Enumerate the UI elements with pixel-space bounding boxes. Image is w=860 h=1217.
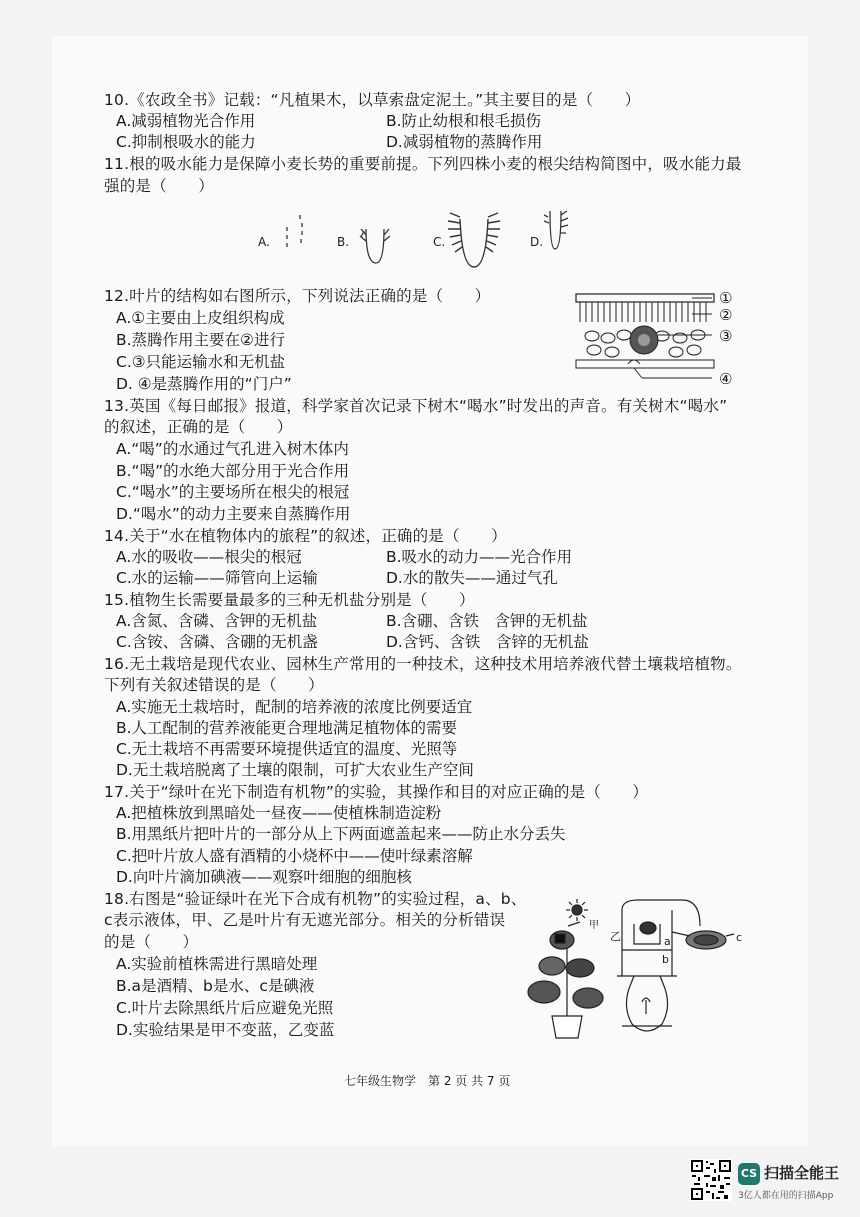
- q16-option-d: D.无土栽培脱离了土壤的限制，可扩大农业生产空间: [116, 761, 474, 779]
- q10-stem: 10.《农政全书》记载：“凡植果木，以草索盘定泥土。”其主要目的是（ ）: [104, 91, 641, 109]
- q13-option-a: A.“喝”的水通过气孔进入树木体内: [116, 440, 349, 458]
- root-tip-c-image: [448, 213, 500, 267]
- root-tip-a-image: [287, 215, 302, 247]
- q12-option-b: B.蒸腾作用主要在②进行: [116, 331, 285, 349]
- q11-label-b: B.: [337, 235, 350, 249]
- q13-stem-line2: 的叙述，正确的是（ ）: [104, 418, 293, 436]
- q14-option-b: B.吸水的动力——光合作用: [386, 548, 573, 566]
- qr-code-image: [690, 1159, 732, 1201]
- experiment-label-b: b: [662, 953, 669, 966]
- q17-option-a: A.把植株放到黑暗处一昼夜——使植株制造淀粉: [116, 804, 442, 822]
- leaf-structure-diagram: [572, 290, 722, 390]
- potted-plant-image: [528, 922, 603, 1038]
- q12-option-a: A.①主要由上皮组织构成: [116, 309, 285, 327]
- q10-option-b: B.防止幼根和根毛损伤: [386, 112, 542, 130]
- q18-stem-line2: c表示液体，甲、乙是叶片有无遮光部分。相关的分析错误: [104, 911, 506, 929]
- q15-stem: 15.植物生长需要量最多的三种无机盐分别是（ ）: [104, 591, 475, 609]
- q18-option-a: A.实验前植株需进行黑暗处理: [116, 955, 318, 973]
- q15-option-b: B.含硼、含铁 含钾的无机盐: [386, 612, 588, 630]
- q16-stem-line2: 下列有关叙述错误的是（ ）: [104, 676, 324, 694]
- q15-option-d: D.含钙、含铁 含锌的无机盐: [386, 633, 589, 651]
- q11-label-d: D.: [530, 235, 544, 249]
- page-footer: 七年级生物学 第 2 页 共 7 页: [344, 1074, 511, 1088]
- q14-option-a: A.水的吸收——根尖的根冠: [116, 548, 302, 566]
- leaf-label-1: ①: [719, 289, 733, 307]
- q18-option-b: B.a是酒精、b是水、c是碘液: [116, 977, 315, 995]
- q13-stem-line1: 13.英国《每日邮报》报道，科学家首次记录下树木“喝水”时发出的声音。有关树木“喝水”: [104, 397, 728, 415]
- q17-option-b: B.用黑纸片把叶片的一部分从上下两面遮盖起来——防止水分丢失: [116, 825, 566, 843]
- q12-option-d: D. ④是蒸腾作用的“门户”: [116, 375, 292, 393]
- q10-option-c: C.抑制根吸水的能力: [116, 133, 256, 151]
- camscanner-logo-icon: CS: [738, 1163, 760, 1185]
- experiment-label-a: a: [664, 935, 671, 948]
- starch-experiment-diagram: [522, 896, 752, 1046]
- q12-option-c: C.③只能运输水和无机盐: [116, 353, 286, 371]
- scanner-app-name: 扫描全能王: [764, 1164, 840, 1182]
- water-bath-apparatus-image: [617, 900, 700, 1031]
- q14-option-c: C.水的运输——筛管向上运输: [116, 569, 318, 587]
- q13-option-b: B.“喝”的水绝大部分用于光合作用: [116, 462, 350, 480]
- root-tip-b-image: [360, 229, 390, 263]
- q18-option-d: D.实验结果是甲不变蓝，乙变蓝: [116, 1021, 335, 1039]
- q11-stem-line1: 11.根的吸水能力是保障小麦长势的重要前提。下列四株小麦的根尖结构简图中，吸水能力最: [104, 155, 742, 173]
- q10-option-a: A.减弱植物光合作用: [116, 112, 256, 130]
- root-tip-figures: [280, 205, 580, 275]
- q10-option-d: D.减弱植物的蒸腾作用: [386, 133, 543, 151]
- q11-label-c: C.: [433, 235, 446, 249]
- q17-option-d: D.向叶片滴加碘液——观察叶细胞的细胞核: [116, 868, 412, 886]
- q16-option-a: A.实施无土栽培时，配制的培养液的浓度比例要适宜: [116, 698, 473, 716]
- q16-option-b: B.人工配制的营养液能更合理地满足植物体的需要: [116, 719, 458, 737]
- q16-stem-line1: 16.无土栽培是现代农业、园林生产常用的一种技术，这种技术用培养液代替土壤栽培植物。: [104, 655, 742, 673]
- q13-option-c: C.“喝水”的主要场所在根尖的根冠: [116, 483, 350, 501]
- leaf-label-2: ②: [719, 306, 733, 324]
- q11-label-a: A.: [258, 235, 270, 249]
- experiment-label-jia: 甲: [589, 920, 599, 931]
- q15-option-c: C.含铵、含磷、含硼的无机盏: [116, 633, 318, 651]
- q12-stem: 12.叶片的结构如右图所示，下列说法正确的是（ ）: [104, 287, 491, 305]
- q17-option-c: C.把叶片放人盛有酒精的小烧杯中——使叶绿素溶解: [116, 847, 473, 865]
- leaf-label-4: ④: [719, 370, 733, 388]
- q14-stem: 14.关于“水在植物体内的旅程”的叙述，正确的是（ ）: [104, 527, 507, 545]
- q13-option-d: D.“喝水”的动力主要来自蒸腾作用: [116, 505, 351, 523]
- q17-stem: 17.关于“绿叶在光下制造有机物”的实验，其操作和目的对应正确的是（ ）: [104, 783, 649, 801]
- q18-option-c: C.叶片去除黑纸片后应避免光照: [116, 999, 334, 1017]
- petri-dish-image: [672, 931, 734, 949]
- q15-option-a: A.含氮、含磷、含钾的无机盐: [116, 612, 318, 630]
- leaf-label-3: ③: [719, 327, 733, 345]
- experiment-label-yi: 乙: [610, 930, 621, 943]
- q11-stem-line2: 强的是（ ）: [104, 177, 214, 195]
- q16-option-c: C.无土栽培不再需要环境提供适宜的温度、光照等: [116, 740, 458, 758]
- scanner-app-tagline: 3亿人都在用的扫描App: [738, 1191, 834, 1201]
- q14-option-d: D.水的散失——通过气孔: [386, 569, 558, 587]
- q18-stem-line3: 的是（ ）: [104, 933, 199, 951]
- q18-stem-line1: 18.右图是“验证绿叶在光下合成有机物”的实验过程，a、b、: [104, 890, 527, 908]
- root-tip-d-image: [544, 211, 568, 249]
- experiment-label-c: c: [736, 931, 743, 944]
- sun-icon: [566, 899, 588, 921]
